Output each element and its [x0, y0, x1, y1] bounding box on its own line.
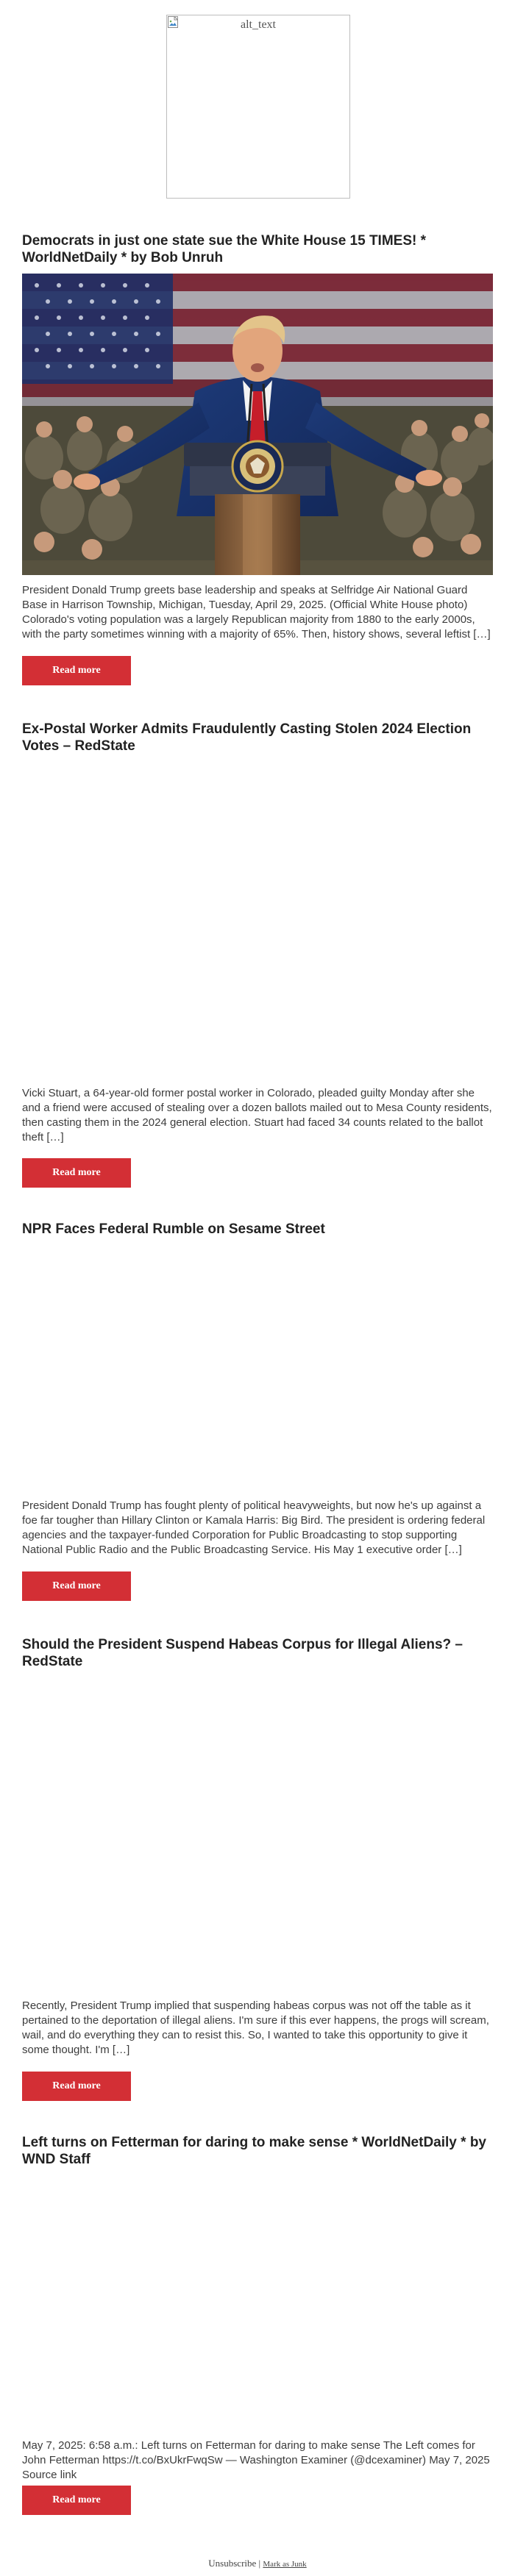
unsubscribe-label[interactable]: Unsubscribe [208, 2558, 257, 2569]
article-image-placeholder[interactable] [22, 1674, 493, 1976]
article-title[interactable]: Left turns on Fetterman for daring to make sense * WorldNetDaily * by WND Staff [22, 2135, 486, 2167]
article-card [22, 2134, 493, 2505]
article-image-placeholder[interactable] [22, 759, 493, 1060]
footer [0, 2558, 515, 2569]
read-more-button[interactable]: Read more [22, 2072, 131, 2101]
read-more-button[interactable]: Read more [22, 1571, 131, 1601]
article-excerpt: President Donald Trump greets base leadership and speaks at Selfridge Air National Guard Base in Harrison Township, Michigan, Tuesday, April 29, 2025. (Official White House photo) Colorado's voting population was a largely Republican majority from 1880 to the early 2000s, with the party sometimes winning with a majority of 65%. Then, history shows, several leftist […] [22, 584, 491, 641]
logo-alt-text: alt_text [241, 18, 276, 31]
header-logo [166, 15, 350, 199]
article-card [22, 1636, 493, 2091]
article-excerpt: Vicki Stuart, a 64-year-old former postal worker in Colorado, pleaded guilty Monday after she and a friend were accused of stealing over a dozen ballots mailed out to Mesa County residents, then casting them in the 2024 general election. Stuart had faced 34 counts related to the ballot theft […] [22, 1087, 492, 1143]
trump-podium-photo [22, 274, 493, 575]
article-card [22, 721, 493, 1178]
article-excerpt: President Donald Trump has fought plenty of political heavyweights, but now he's up against a foe far tougher than Hillary Clinton or Kamala Harris: Big Bird. The president is ordering federal agencies and the taxpayer-funded Corporation for Public Broadcasting to stop supporting National Public Radio and the Public Broadcasting Service. His May 1 executive order […] [22, 1499, 486, 1556]
article-title[interactable]: Democrats in just one state sue the White House 15 TIMES! * WorldNetDaily * by Bob Unruh [22, 233, 427, 265]
article-card [22, 232, 493, 676]
read-more-button[interactable]: Read more [22, 2486, 131, 2515]
article-title[interactable]: NPR Faces Federal Rumble on Sesame Street [22, 1221, 325, 1237]
footer-separator: | [258, 2558, 261, 2569]
article-hero-image[interactable] [22, 274, 493, 575]
article-excerpt: Recently, President Trump implied that suspending habeas corpus was not off the table as it pertained to the deportation of illegal aliens. I'm sure if this ever happens, the progs will scream, wail, and do everything they can to resist this. So, I wanted to take this opportunity to give it some thought. I'm […] [22, 1999, 489, 2056]
article-card [22, 1221, 493, 1591]
article-title[interactable]: Ex-Postal Worker Admits Fraudulently Casting Stolen 2024 Election Votes – RedState [22, 721, 472, 754]
mark-as-junk-link[interactable]: Mark as Junk [263, 2560, 307, 2569]
article-image-placeholder[interactable] [22, 2172, 493, 2474]
article-image-placeholder[interactable] [22, 1250, 493, 1530]
read-more-button[interactable]: Read more [22, 656, 131, 685]
read-more-button[interactable]: Read more [22, 1158, 131, 1188]
article-title[interactable]: Should the President Suspend Habeas Corpus for Illegal Aliens? – RedState [22, 1637, 463, 1669]
article-excerpt: May 7, 2025: 6:58 a.m.: Left turns on Fetterman for daring to make sense The Left comes for John Fetterman https://t.co/BxUkrFwqSw — Washington Examiner (@dcexaminer) May 7, 2025 Source link [22, 2439, 490, 2481]
logo-image-placeholder [166, 15, 350, 199]
